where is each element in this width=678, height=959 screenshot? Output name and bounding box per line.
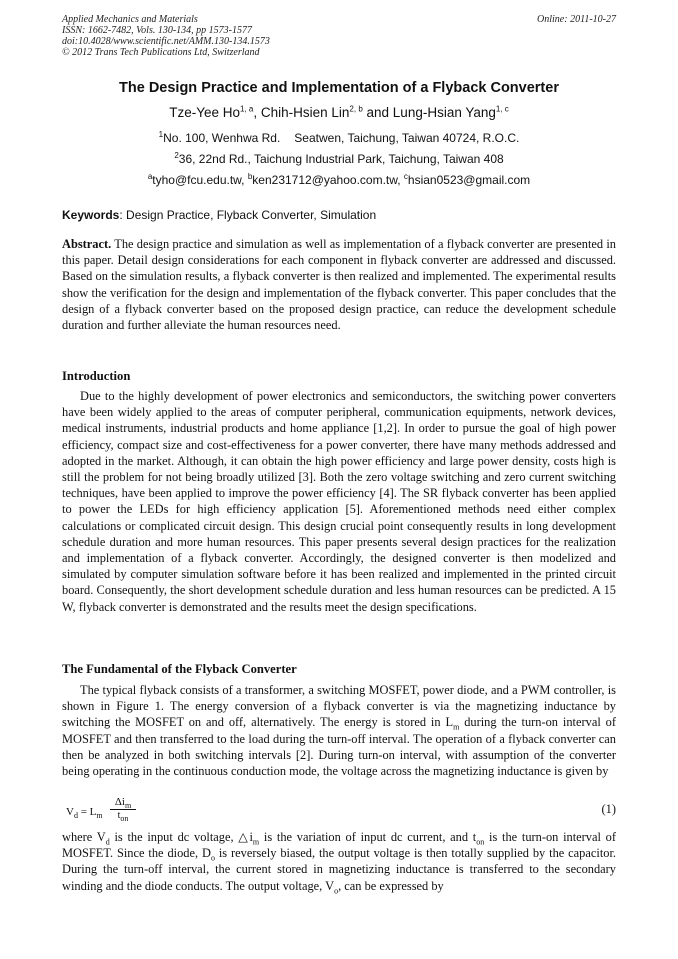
author-superscript: 1, c	[495, 104, 509, 114]
affiliation-2	[62, 152, 616, 166]
equation-number: (1)	[601, 802, 616, 816]
body-text: The typical flyback consists of a transformer, a switching MOSFET, power diode, and a PWM controller, is shown in Figure 1. The energy conversion of a flyback converter is via the magnetizing inductance by switching the MOSFET on and off, alternatively. The energy is stored in L	[62, 683, 616, 730]
equation-symbol: V	[66, 806, 74, 818]
paper-title: The Design Practice and Implementation of a Flyback Converter	[119, 80, 559, 96]
subscript: d	[105, 837, 110, 847]
body-text: is the input dc voltage, △i	[109, 830, 253, 844]
author-name: Tze-Yee Ho	[169, 105, 241, 120]
body-text: during the turn-on interval of MOSFET and then transferred to the load during the turn-off interval. The operation of a flyback converter can then be analyzed in both switching intervals [2]. During turn-on interval, with assumption of the converter being operating in the continuous conduction mode, the voltage across the magnetizing inductance is given by	[62, 715, 616, 779]
author-superscript: 1, a	[240, 104, 254, 114]
running-header	[62, 14, 616, 58]
body-text: is the variation of input dc current, and t	[259, 830, 477, 844]
body-text: , can be expressed by	[338, 878, 444, 893]
subscript: m	[453, 722, 460, 732]
fraction-numerator	[110, 796, 136, 810]
subscript: m	[124, 801, 132, 811]
fundamental-paragraph	[62, 682, 616, 779]
affiliation-text: Seatwen, Taichung, Taiwan 40724, R.O.C.	[294, 131, 520, 145]
copyright-line: © 2012 Trans Tech Publications Ltd, Switzerland	[62, 47, 260, 58]
email-text: hsian0523@gmail.com	[407, 173, 531, 187]
subscript: o	[334, 886, 339, 896]
author-separator: and	[362, 105, 393, 120]
doi-line: doi:10.4028/www.scientific.net/AMM.130-134.1573	[62, 36, 270, 47]
keywords-label: Keywords	[62, 208, 120, 222]
affiliation-marker: 2	[174, 151, 179, 160]
author-name: Lung-Hsian Yang	[392, 105, 496, 120]
subscript: m	[252, 837, 260, 847]
introduction-heading: Introduction	[62, 369, 131, 383]
affiliation-marker: 1	[158, 130, 164, 139]
body-text: where V	[62, 830, 106, 844]
body-text: is reversely biased, the output voltage is then totally supplied by the capacitor. During the turn-off interval, the current stored in magnetizing inductance is transferred to the secondary winding and the diode conducts. The output voltage, V	[62, 846, 616, 893]
abstract-text: The design practice and simulation as well as implementation of a flyback converter are presented in this paper. Detail design considerations for each component in flyback converter are addressed and discussed. Based on the simulation results, a flyback converter is then realized and implemented. The experimental results show the verification for the design and implementation of the flyback converter. This paper concludes that the design of a flyback converter based on the proposed design practice, can reduce the development schedule duration and further alleviate the human resources need.	[62, 237, 616, 333]
equation-fraction	[110, 796, 136, 821]
body-text: is the turn-on interval of MOSFET. Since the diode, D	[62, 830, 617, 861]
online-date: Online: 2011-10-27	[537, 14, 616, 25]
equation-symbol: = L	[77, 806, 97, 818]
email-text: tyho@fcu.edu.tw,	[152, 173, 248, 187]
author-separator: ,	[253, 105, 261, 120]
subscript: d	[73, 811, 78, 821]
author-superscript: 2, b	[349, 104, 363, 114]
affiliation-text: No. 100, Wenhwa Rd.	[163, 131, 281, 145]
abstract-paragraph	[62, 236, 616, 333]
subscript: on	[120, 814, 129, 823]
affiliation-1	[62, 131, 616, 145]
email-text: ken231712@yahoo.com.tw,	[252, 173, 404, 187]
journal-name: Applied Mechanics and Materials	[62, 14, 198, 25]
equation-symbol: Δi	[114, 796, 125, 808]
issn-line: ISSN: 1662-7482, Vols. 130-134, pp 1573-1577	[62, 25, 252, 36]
affiliation-text: 36, 22nd Rd., Taichung Industrial Park, Taichung, Taiwan 408	[178, 152, 504, 166]
subscript: o	[210, 853, 215, 863]
subscript: m	[96, 811, 103, 821]
equation-lhs	[66, 806, 103, 821]
author-list	[62, 105, 616, 120]
fraction-denominator	[110, 810, 136, 821]
after-equation-paragraph	[62, 829, 616, 894]
email-marker: c	[403, 172, 408, 181]
equation-symbol: t	[117, 810, 121, 821]
keywords-line	[62, 208, 616, 222]
email-marker: b	[247, 172, 253, 181]
abstract-label: Abstract.	[62, 237, 112, 251]
equation-1	[62, 796, 616, 828]
author-emails	[62, 173, 616, 187]
keywords-text: : Design Practice, Flyback Converter, Simulation	[119, 208, 377, 222]
subscript: on	[476, 837, 485, 847]
email-marker: a	[147, 172, 153, 181]
fundamental-heading: The Fundamental of the Flyback Converter	[62, 662, 297, 676]
introduction-paragraph: Due to the highly development of power electronics and semiconductors, the switching power converters have been widely applied to the areas of computer peripheral, communication equipments, network devices, medical instruments, industrial products and home appliance [1,2]. In order to pursue the goal of high power efficiency, compact size and cost-effectiveness for a power converter, there have many methods addressed and adopted in the market. Although, it can obtain the high power efficiency and large power density, costs high is still the problem for not being broadly utilized [3]. Both the zero voltage switching and zero current switching techniques, have been applied to improve the power efficiency [4]. The SR flyback converter has been applied to power the LEDs for high efficiency application [5]. Aforementioned methods need either complex calculations or complicated circuit design. This design crucial point consequently results in long development schedule duration and more human resources. This paper presents several design practices for the realization and implementation of a flyback converter. Accordingly, the designed converter is then modelized and simulated by computer simulation software before it has been realized and implemented in the printed circuit board. Consequently, the short development schedule duration and less human resources can be predicted. A 15 W, flyback converter is demonstrated and the results meet the design specifications.	[62, 389, 616, 614]
author-name: Chih-Hsien Lin	[260, 105, 350, 120]
